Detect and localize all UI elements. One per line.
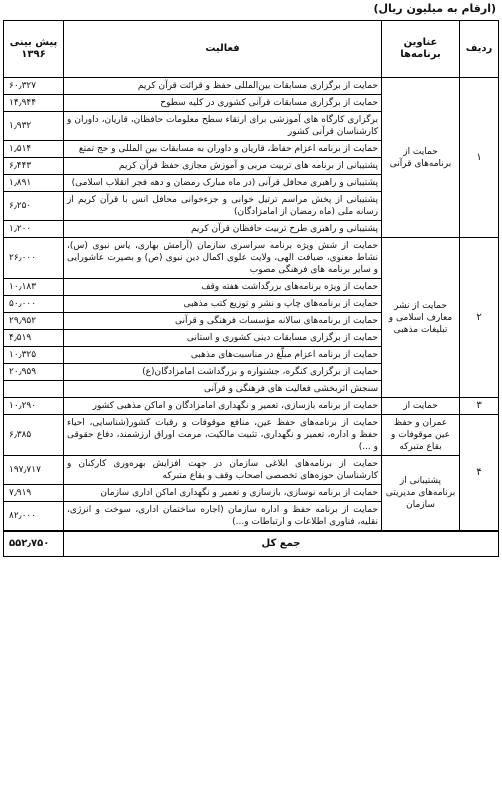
table-body (4, 78, 499, 532)
forecast-cell: ۲۰٫۹۵۹ (4, 364, 64, 381)
activity-cell: حمایت از برنامه اعزام حفاظ، قاریان و داوران به مسابقات بین المللی و حج تمتع (64, 141, 382, 158)
forecast-cell: ۷٫۹۱۹ (4, 485, 64, 502)
total-value: ۵۵۲٫۷۵۰ (4, 531, 64, 557)
row-number: ۳ (460, 398, 499, 415)
forecast-cell (4, 381, 64, 398)
table-row (4, 456, 499, 485)
forecast-cell: ۱٫۵۱۴ (4, 141, 64, 158)
forecast-cell: ۶٫۴۴۳ (4, 158, 64, 175)
table-row (4, 238, 499, 279)
forecast-cell: ۸۲٫۰۰۰ (4, 502, 64, 532)
forecast-cell: ۱۹۷٫۷۱۷ (4, 456, 64, 485)
header-row-no: ردیف (460, 21, 499, 78)
header-row (4, 21, 499, 78)
row-number: ۲ (460, 238, 499, 398)
row-number: ۴ (460, 415, 499, 532)
program-title: حمایت از برنامه‌های قرآنی (382, 78, 460, 238)
forecast-cell: ۱۴٫۹۴۴ (4, 95, 64, 112)
activity-cell: حمایت از برنامه‌های ابلاغی سازمان در جهت افزایش بهره‌وری کارکنان و کارشناسان حوزه‌های تخصصی اصحاب وقف و بقاع متبرکه (64, 456, 382, 485)
forecast-cell: ۱۰٫۱۸۳ (4, 279, 64, 296)
forecast-cell: ۵۰٫۰۰۰ (4, 296, 64, 313)
forecast-cell: ۶۰٫۳۲۷ (4, 78, 64, 95)
forecast-cell: ۲۹٫۹۵۲ (4, 313, 64, 330)
activity-cell: حمایت از برگزاری مسابقات قرآنی کشوری در کلیه سطوح (64, 95, 382, 112)
activity-cell: پشتیبانی و راهبری محافل قرآنی (در ماه مبارک رمضان و دهه فجر انقلاب اسلامی) (64, 175, 382, 192)
activity-cell: حمایت از شش ویژه برنامه سراسری سازمان (آرامش بهاری، یاس نبوی (س)، نشاط معنوی، ضیافت الهی، ولایت علوی اکمال دین نبوی (ص) و بصیرت عاشورایی و سایر برنامه های فرهنگی مصوب (64, 238, 382, 279)
activity-cell: حمایت از برنامه اعزام مبلّغ در مناسبت‌های مذهبی (64, 347, 382, 364)
header-activity: فعالیت (64, 21, 382, 78)
activity-cell: حمایت از برگزاری مسابقات دینی کشوری و استانی (64, 330, 382, 347)
activity-cell: پشتیبانی از پخش مراسم ترتیل خوانی و جزءخوانی محافل انس با قرآن کریم از رسانه ملی (ماه رمضان از امامزادگان) (64, 192, 382, 221)
program-title: حمایت از (382, 398, 460, 415)
activity-cell: حمایت از برگزاری کنگره، جشنواره و بزرگداشت امامزادگان(ع) (64, 364, 382, 381)
forecast-cell: ۶٫۲۵۰ (4, 192, 64, 221)
activity-cell: پشتیبانی از برنامه های تربیت مربی و آموزش مجازی حفظ قرآن کریم (64, 158, 382, 175)
forecast-cell: ۱٫۹۳۲ (4, 112, 64, 141)
activity-cell: سنجش اثربخشی فعالیت های فرهنگی و قرآنی (64, 381, 382, 398)
total-label: جمع کل (64, 531, 499, 557)
unit-note: (ارقام به میلیون ریال) (373, 2, 496, 15)
activity-cell: پشتیبانی و راهبری طرح تربیت حافظان قرآن کریم (64, 221, 382, 238)
program-title: عمران و حفظ عین موقوفات و بقاع متبرکه (382, 415, 460, 456)
table-row (4, 415, 499, 456)
activity-cell: حمایت از برگزاری مسابقات بین‌المللی حفظ و قرائت قرآن کریم (64, 78, 382, 95)
program-title: حمایت از نشر معارف اسلامی و تبلیغات مذهبی (382, 238, 460, 398)
program-title: پشتیبانی از برنامه‌های مدیریتی سازمان (382, 456, 460, 532)
activity-cell: حمایت از برنامه نوسازی، بازسازی و تعمیر و نگهداری اماکن اداری سازمان (64, 485, 382, 502)
forecast-cell: ۴٫۵۱۹ (4, 330, 64, 347)
activity-cell: حمایت از ویژه برنامه‌های بزرگداشت هفته وقف (64, 279, 382, 296)
total-row (4, 531, 499, 557)
activity-cell: حمایت از برنامه حفظ و اداره سازمان (اجاره ساختمان اداری، سوخت و انرژی، نقلیه، فناوری اطلاعات و ارتباطات و...) (64, 502, 382, 532)
table-row (4, 398, 499, 415)
forecast-cell: ۶٫۳۸۵ (4, 415, 64, 456)
activity-cell: حمایت از برنامه‌های حفظ عین، منافع موقوفات و رقبات کشور(شناسایی، احیاء حفظ و اداره، تعمیر و نگهداری، تثبیت مالکیت، مرمت اوراق ارزشمند، دفاع حقوقی و ...) (64, 415, 382, 456)
forecast-cell: ۱٫۲۰۰ (4, 221, 64, 238)
forecast-cell: ۱۰٫۳۲۵ (4, 347, 64, 364)
forecast-cell: ۱٫۸۹۱ (4, 175, 64, 192)
budget-table (3, 20, 499, 557)
activity-cell: برگزاری کارگاه های آموزشی برای ارتقاء سطح معلومات حافظان، قاریان، داوران و کارشناسان قرآنی کشور (64, 112, 382, 141)
row-number: ۱ (460, 78, 499, 238)
activity-cell: حمایت از برنامه‌های چاپ و نشر و توزیع کتب مذهبی (64, 296, 382, 313)
header-forecast: پیش بینی ۱۳۹۶ (4, 21, 64, 78)
forecast-cell: ۲۶٫۰۰۰ (4, 238, 64, 279)
activity-cell: حمایت از برنامه‌های سالانه مؤسسات فرهنگی و قرآنی (64, 313, 382, 330)
header-program: عناوین برنامه‌ها (382, 21, 460, 78)
table-row (4, 78, 499, 95)
forecast-cell: ۱۰٫۲۹۰ (4, 398, 64, 415)
activity-cell: حمایت از برنامه بازسازی، تعمیر و نگهداری امامزادگان و اماکن مذهبی کشور (64, 398, 382, 415)
